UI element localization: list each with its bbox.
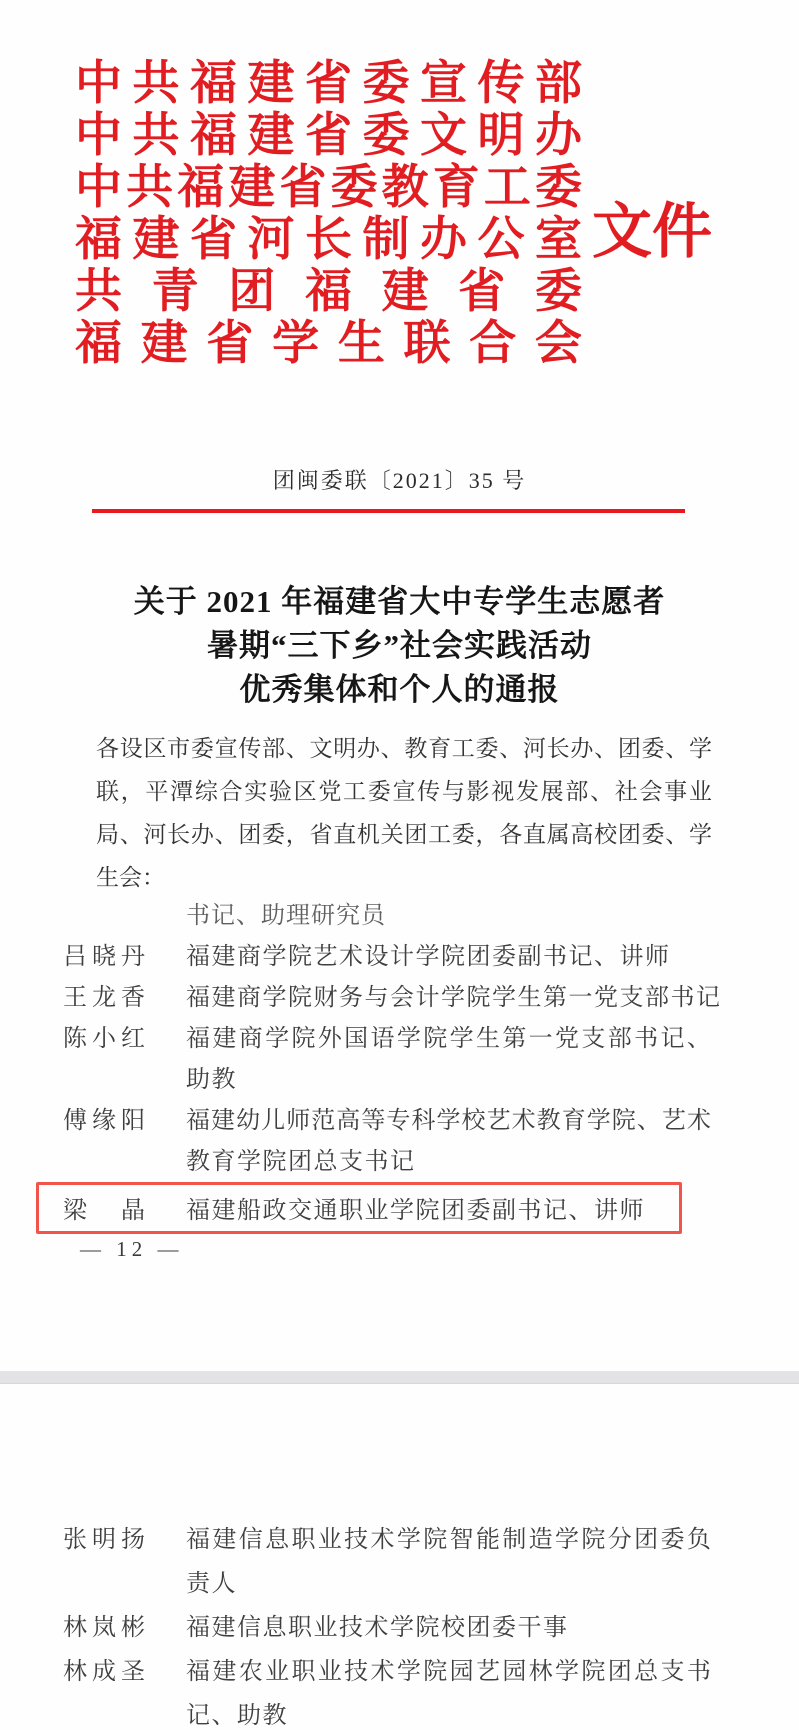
- person-title: 福建船政交通职业学院团委副书记、讲师: [186, 1198, 645, 1224]
- salutation-line: 各 设 区 市 委 宣 传 部 、 文 明 办 、 教 育 工 委 、 河 长 办 、 团 委 、 学: [96, 736, 712, 761]
- list-item: [0, 937, 799, 978]
- person-name: 王 龙 香: [63, 985, 145, 1011]
- recipient-list-page2: [0, 1518, 799, 1730]
- red-highlight-box: [36, 1182, 682, 1234]
- document-label: 文件: [592, 199, 712, 265]
- person-title-continuation: 责人: [186, 1571, 237, 1597]
- issuing-authorities-letterhead: [75, 58, 582, 370]
- person-title: 福 建 幼 儿 师 范 高 等 专 科 学 校 艺 术 教 育 学 院 、 艺 术: [186, 1108, 711, 1134]
- salutation-line: 局 、 河 长 办 、 团 委 ， 省 直 机 关 团 工 委 ， 各 直 属 高 校 团 委 、 学: [96, 822, 712, 847]
- authority-line: 中 共 福 建 省 委 教 育 工 委: [75, 162, 582, 214]
- page-separator: [0, 1371, 799, 1384]
- list-item: [0, 1518, 799, 1562]
- title-line: 暑期“三下乡”社会实践活动: [207, 628, 592, 663]
- person-title-continuation: 助教: [186, 1067, 237, 1093]
- list-item: [0, 1650, 799, 1694]
- list-item: [0, 1101, 799, 1142]
- red-divider-line: [92, 509, 685, 513]
- person-name: 陈 小 红: [63, 1026, 145, 1052]
- salutation-paragraph: [96, 727, 712, 899]
- person-title: 福建商学院艺术设计学院团委副书记、讲师: [186, 944, 671, 970]
- authority-line: 福 建 省 学 生 联 合 会: [75, 318, 582, 370]
- title-line: 优秀集体和个人的通报: [239, 672, 560, 707]
- authority-line: 共 青 团 福 建 省 委: [75, 266, 582, 318]
- list-item: [0, 1019, 799, 1060]
- person-name: 林 岚 彬: [63, 1615, 145, 1641]
- person-title-continuation: 记、助教: [186, 1703, 288, 1729]
- list-item: [0, 1606, 799, 1650]
- person-name: 林 成 圣: [63, 1659, 145, 1685]
- person-title: 福建商学院财务与会计学院学生第一党支部书记: [186, 985, 722, 1011]
- person-title: 福 建 商 学 院 外 国 语 学 院 学 生 第 一 党 支 部 书 记 、: [186, 1026, 711, 1052]
- person-name: 傅 缘 阳: [63, 1108, 145, 1134]
- person-title: 福建信息职业技术学院校团委干事: [186, 1615, 569, 1641]
- person-name: 张 明 扬: [63, 1527, 145, 1553]
- salutation-line: 生会：: [96, 865, 165, 890]
- authority-line: 中 共 福 建 省 委 宣 传 部: [75, 58, 582, 110]
- list-item: [0, 978, 799, 1019]
- person-name: 吕 晓 丹: [63, 944, 145, 970]
- title-line: 关于 2021 年福建省大中专学生志愿者: [133, 584, 666, 619]
- authority-line: 福 建 省 河 长 制 办 公 室: [75, 214, 582, 266]
- person-title: 福 建 信 息 职 业 技 术 学 院 智 能 制 造 学 院 分 团 委 负: [186, 1527, 711, 1553]
- person-title: 福 建 农 业 职 业 技 术 学 院 园 艺 园 林 学 院 团 总 支 书: [186, 1659, 711, 1685]
- document-number: 团闽委联〔2021〕35 号: [272, 468, 527, 493]
- document-title: [10, 580, 789, 712]
- page-number: — 12 —: [80, 1237, 184, 1261]
- authority-line: 中 共 福 建 省 委 文 明 办: [75, 110, 582, 162]
- person-name: 梁 晶: [63, 1198, 145, 1224]
- person-title-continuation: 教育学院团总支书记: [186, 1149, 416, 1175]
- carryover-line: 书记、助理研究员: [186, 903, 386, 929]
- salutation-line: 联 ， 平 潭 综 合 实 验 区 党 工 委 宣 传 与 影 视 发 展 部 、 社 会 事 业: [96, 779, 712, 804]
